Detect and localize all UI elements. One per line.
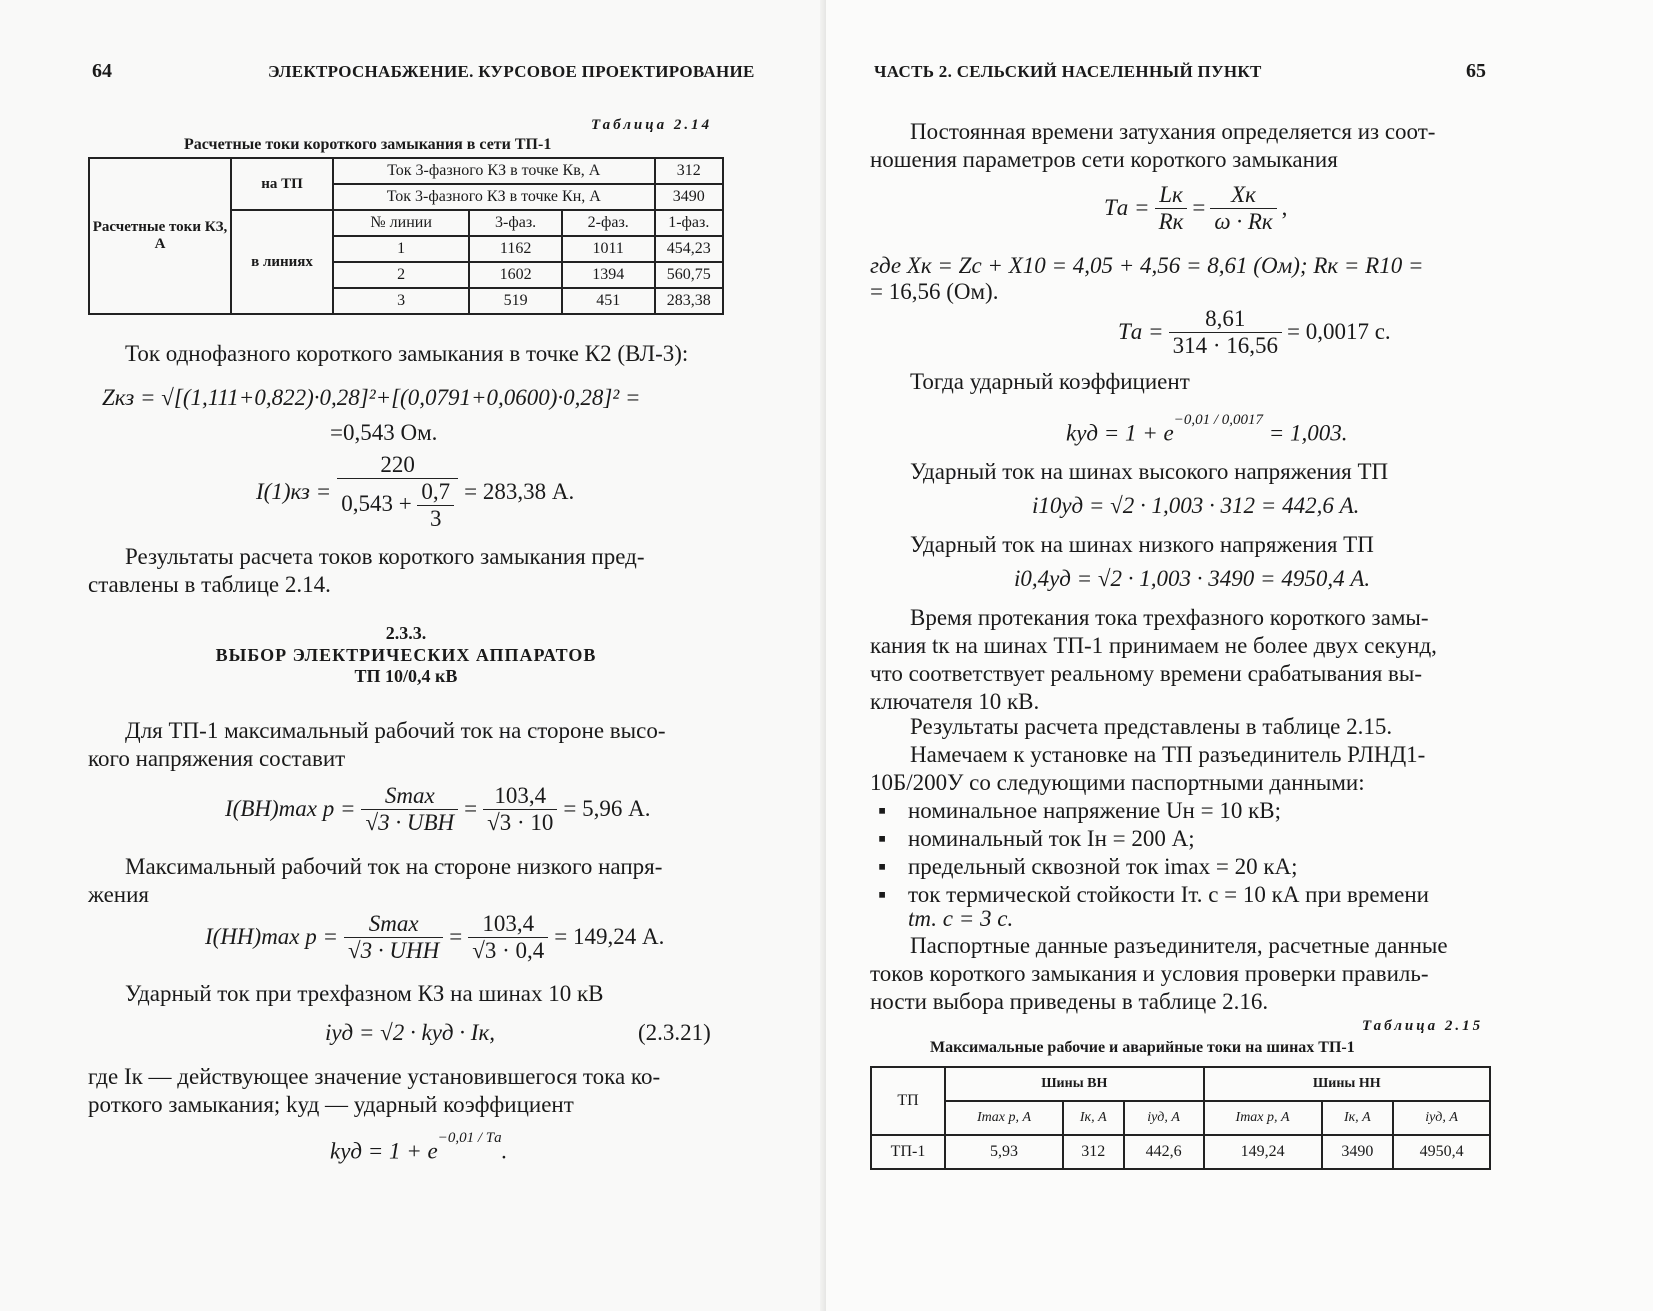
- cell: 454,23: [655, 236, 723, 262]
- cell: 5,93: [945, 1135, 1063, 1169]
- formula-result: = 149,24 А.: [554, 924, 665, 949]
- cell: 149,24: [1204, 1135, 1322, 1169]
- paragraph-line: роткого замыкания; kуд — ударный коэффициент: [88, 1092, 574, 1117]
- paragraph-line: Паспортные данные разъединителя, расчетные данные: [910, 933, 1448, 958]
- cell: 442,6: [1124, 1135, 1204, 1169]
- paragraph: Тогда ударный коэффициент: [910, 369, 1190, 394]
- paragraph: Ударный ток на шинах низкого напряжения ТП: [910, 532, 1374, 557]
- formula-iud-04: i0,4уд = √2 · 1,003 · 3490 = 4950,4 А.: [1014, 566, 1371, 591]
- paragraph-line: ности выбора приведены в таблице 2.16.: [870, 989, 1269, 1014]
- fraction: [1210, 182, 1276, 235]
- numerator: Xк: [1210, 182, 1276, 209]
- numerator: Smax: [344, 911, 443, 938]
- denominator: 3: [430, 506, 442, 531]
- running-head-left: ЭЛЕКТРОСНАБЖЕНИЕ. КУРСОВОЕ ПРОЕКТИРОВАНИЕ: [268, 62, 755, 81]
- denominator: √3 · 0,4: [472, 937, 545, 963]
- section-title: ВЫБОР ЭЛЕКТРИЧЕСКИХ АППАРАТОВ: [215, 645, 597, 665]
- formula-lhs: I(НН)max р =: [205, 924, 339, 949]
- list-item: ток термической стойкости Iт. с = 10 кА при времени: [908, 882, 1429, 907]
- formula-lhs: I(1)кз =: [256, 479, 332, 504]
- formula-iud: iуд = √2 · kуд · Iк,: [325, 1020, 495, 1045]
- group-vn: Шины ВН: [945, 1067, 1204, 1101]
- header-cell: 2-фаз.: [562, 210, 655, 236]
- paragraph-line: жения: [88, 882, 149, 907]
- header-cell: 1-фаз.: [655, 210, 723, 236]
- right-page: [826, 0, 1653, 1311]
- exponent: −0,01 / Tа: [437, 1130, 502, 1146]
- header-cell: 3-фаз.: [469, 210, 562, 236]
- paragraph-line: Максимальный рабочий ток на стороне низкого напря-: [125, 854, 663, 879]
- left-page: [0, 0, 826, 1311]
- denominator: √3 · 10: [487, 809, 554, 835]
- header-cell: Iк, А: [1063, 1101, 1124, 1135]
- formula-iud-10: i10уд = √2 · 1,003 · 312 = 442,6 А.: [1032, 493, 1360, 518]
- list-item: номинальный ток Iн = 200 А;: [908, 826, 1195, 851]
- kn-label: Ток 3-фазного КЗ в точке Кн, А: [333, 184, 655, 210]
- cell: 1394: [562, 262, 655, 288]
- section-title: ТП 10/0,4 кВ: [354, 666, 458, 686]
- formula-zk3-result: =0,543 Ом.: [330, 420, 438, 445]
- numerator: 103,4: [468, 911, 548, 938]
- paragraph-line: = 16,56 (Ом).: [870, 279, 999, 304]
- paragraph-line: Время протекания тока трехфазного короткого замы-: [910, 605, 1429, 630]
- fraction: [1155, 182, 1188, 235]
- paragraph-line: ношения параметров сети короткого замыкания: [870, 147, 1338, 172]
- formula-ta-value: [1118, 302, 1391, 362]
- cell: 1011: [562, 236, 655, 262]
- formula-lhs: kуд = 1 + e: [1066, 420, 1174, 446]
- formula-result: = 1,003.: [1268, 420, 1348, 446]
- table-2-14-caption: Таблица 2.14: [591, 117, 713, 133]
- list-item-continuation: tт. с = 3 с.: [908, 906, 1014, 931]
- paragraph-line: кого напряжения составит: [88, 746, 346, 771]
- formula-lhs: Tа =: [1104, 195, 1150, 220]
- table-2-14: [88, 157, 724, 315]
- equals-sign: =: [1192, 195, 1206, 220]
- cell: 312: [1063, 1135, 1124, 1169]
- table-2-15: [870, 1066, 1491, 1170]
- paragraph-line: 10Б/200У со следующими паспортными данными:: [870, 770, 1365, 795]
- cell: 1602: [469, 262, 562, 288]
- equals-sign: =: [464, 796, 478, 821]
- denominator: √3 · UНН: [348, 937, 440, 963]
- kv-value: 312: [655, 158, 723, 184]
- paragraph-line: Намечаем к установке на ТП разъединитель РЛНД1-: [910, 742, 1426, 767]
- kv-label: Ток 3-фазного КЗ в точке Кв, А: [333, 158, 655, 184]
- paragraph-line: где Iк — действующее значение установившегося тока ко-: [88, 1064, 661, 1089]
- table-2-15-caption: Таблица 2.15: [1362, 1018, 1484, 1034]
- paragraph: Ток однофазного короткого замыкания в точке К2 (ВЛ-3):: [125, 341, 689, 366]
- numerator: 8,61: [1169, 306, 1282, 333]
- table-row: [871, 1135, 1490, 1169]
- lines-label: в линиях: [231, 210, 333, 314]
- header-cell: № линии: [333, 210, 469, 236]
- page-number-right: 65: [1466, 60, 1486, 82]
- header-cell: iуд, А: [1124, 1101, 1204, 1135]
- cell: 1: [333, 236, 469, 262]
- paragraph-line: токов короткого замыкания и условия проверки правиль-: [870, 961, 1429, 986]
- formula-inn: [205, 904, 664, 970]
- formula-ta: [1104, 176, 1287, 240]
- numerator: Lк: [1155, 182, 1188, 209]
- table-2-14-title: Расчетные токи короткого замыкания в сети ТП-1: [184, 136, 552, 153]
- paragraph-line: ставлены в таблице 2.14.: [88, 572, 331, 597]
- formula-lhs: kуд = 1 + e: [330, 1138, 438, 1164]
- cell: 283,38: [655, 288, 723, 314]
- denominator: Rк: [1158, 208, 1184, 234]
- page-number-left: 64: [92, 60, 112, 82]
- cell: 1162: [469, 236, 562, 262]
- group-nn: Шины НН: [1204, 1067, 1490, 1101]
- paragraph-line: кания tк на шинах ТП-1 принимаем не более двух секунд,: [870, 633, 1437, 658]
- numerator: 0,7: [417, 479, 454, 506]
- denominator: √3 · UВН: [365, 809, 455, 835]
- header-cell: Iк, А: [1322, 1101, 1394, 1135]
- formula-kud: [1066, 412, 1348, 447]
- cell: 519: [469, 288, 562, 314]
- tp-label: на ТП: [231, 158, 333, 210]
- bullet-icon: ▪: [878, 854, 887, 879]
- header-cell: Imax р, А: [1204, 1101, 1322, 1135]
- header-cell: iуд, А: [1393, 1101, 1490, 1135]
- formula-zk3: Zкз = √[(1,111+0,822)·0,28]²+[(0,0791+0,0600)·0,28]² =: [102, 385, 641, 410]
- numerator: 220: [337, 452, 458, 479]
- running-head-right: ЧАСТЬ 2. СЕЛЬСКИЙ НАСЕЛЕННЫЙ ПУНКТ: [874, 62, 1262, 81]
- denominator: 314 · 16,56: [1172, 332, 1278, 358]
- paragraph: Результаты расчета представлены в таблице 2.15.: [910, 714, 1393, 739]
- table-2-15-title: Максимальные рабочие и аварийные токи на шинах ТП-1: [930, 1039, 1355, 1056]
- cell: 560,75: [655, 262, 723, 288]
- list-item: предельный сквозной ток imax = 20 кА;: [908, 854, 1298, 879]
- exponent: −0,01 / 0,0017: [1173, 412, 1264, 428]
- paragraph: Ударный ток при трехфазном КЗ на шинах 10 кВ: [125, 981, 604, 1006]
- formula-end: .: [501, 1138, 508, 1164]
- equals-sign: =: [449, 924, 463, 949]
- formula-lhs: Tа =: [1118, 319, 1164, 344]
- denominator: [337, 479, 458, 532]
- fraction: [337, 452, 458, 532]
- col-tp: ТП: [871, 1067, 945, 1135]
- formula-ivn: [225, 776, 651, 842]
- numerator: 103,4: [483, 783, 557, 810]
- fraction: [1169, 306, 1282, 359]
- fraction: [468, 911, 548, 964]
- cell: 3: [333, 288, 469, 314]
- paragraph-line: Для ТП-1 максимальный рабочий ток на стороне высо-: [125, 718, 666, 743]
- row-group-label: Расчетные токи КЗ, А: [89, 158, 231, 314]
- numerator: Smax: [361, 783, 458, 810]
- den-part: 0,543 +: [341, 490, 412, 516]
- formula-result: = 5,96 А.: [563, 796, 651, 821]
- cell: 2: [333, 262, 469, 288]
- fraction: [344, 911, 443, 964]
- cell: ТП-1: [871, 1135, 945, 1169]
- bullet-icon: ▪: [878, 798, 887, 823]
- paragraph: Ударный ток на шинах высокого напряжения ТП: [910, 459, 1389, 484]
- paragraph-line: Результаты расчета токов короткого замыкания пред-: [125, 544, 645, 569]
- denominator: ω · Rк: [1214, 208, 1273, 234]
- bullet-icon: ▪: [878, 882, 887, 907]
- header-cell: Imax р, А: [945, 1101, 1063, 1135]
- list-item: номинальное напряжение Uн = 10 кВ;: [908, 798, 1281, 823]
- formula-end: ,: [1281, 195, 1288, 220]
- kn-value: 3490: [655, 184, 723, 210]
- paragraph-line: где Xк = Zс + X10 = 4,05 + 4,56 = 8,61 (Ом); Rк = R10 =: [870, 253, 1424, 278]
- formula-kud: [330, 1130, 508, 1165]
- paragraph-line: ключателя 10 кВ.: [870, 689, 1040, 714]
- fraction: [361, 783, 458, 836]
- section-number: 2.3.3.: [385, 623, 427, 643]
- formula-result: = 0,0017 с.: [1286, 319, 1391, 344]
- inner-fraction: [417, 479, 454, 532]
- formula-lhs: I(ВН)max р =: [225, 796, 356, 821]
- equation-number: (2.3.21): [638, 1020, 711, 1045]
- paragraph-line: что соответствует реальному времени срабатывания вы-: [870, 661, 1422, 686]
- formula-ik3: [256, 452, 574, 532]
- formula-result: = 283,38 А.: [464, 479, 575, 504]
- bullet-icon: ▪: [878, 826, 887, 851]
- cell: 4950,4: [1393, 1135, 1490, 1169]
- cell: 3490: [1322, 1135, 1394, 1169]
- cell: 451: [562, 288, 655, 314]
- fraction: [483, 783, 557, 836]
- paragraph-line: Постоянная времени затухания определяется из соот-: [910, 119, 1436, 144]
